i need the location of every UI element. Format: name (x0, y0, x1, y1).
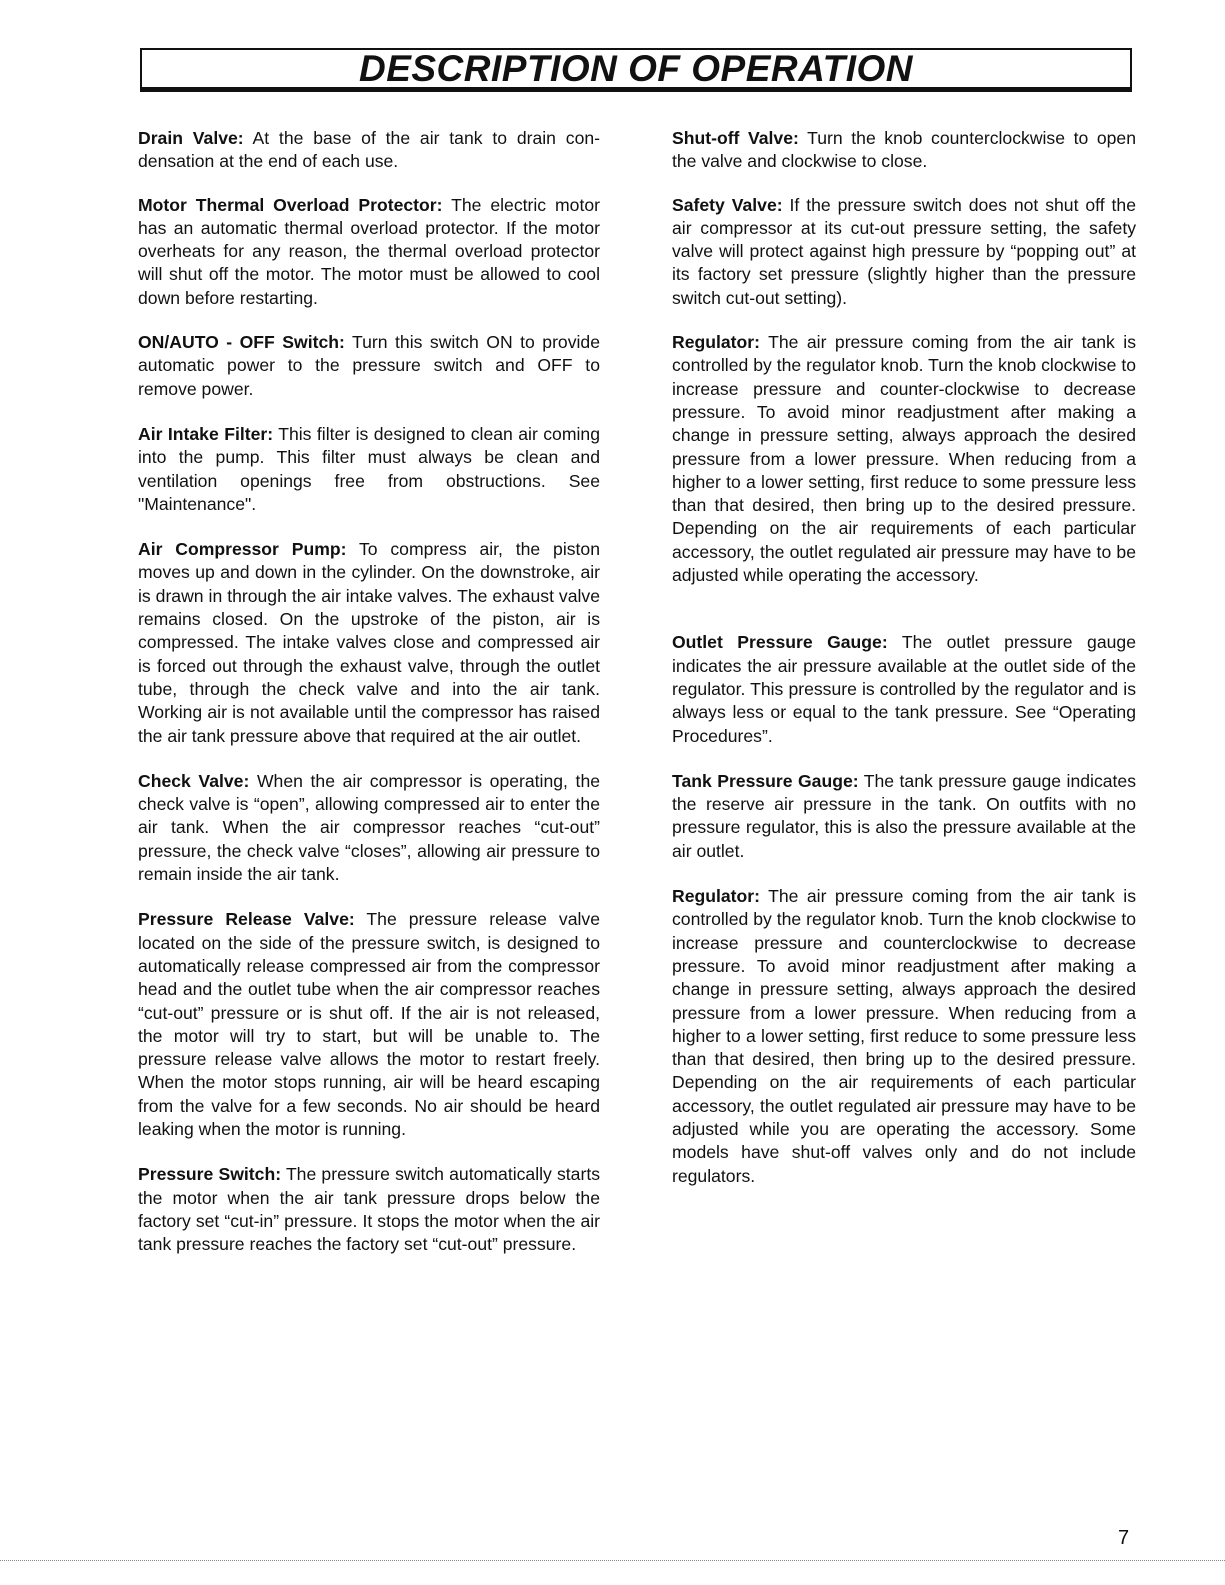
entry-term: Shut-off Valve: (672, 128, 799, 148)
entry-pressure-release-valve (138, 908, 600, 1141)
entry-regulator-2 (672, 885, 1136, 1188)
entry-term: Drain Valve: (138, 128, 244, 148)
entry-text: Turn this switch ON to provide automatic power to the pressure switch and OFF to remove power. (138, 332, 600, 399)
title-box (140, 48, 1132, 92)
entry-term: Motor Thermal Overload Protector: (138, 194, 443, 215)
entry-text: Turn the knob counterclockwise to open the valve and clockwise to close. (672, 128, 1136, 172)
entry-text: The pressure switch automatically starts the motor when the air tank pressure drops below the factory set “cut-in” pressure. It stops the motor when the air tank pressure reaches the factory set “cut-out” pressure. (138, 1164, 601, 1255)
entry-text: When the air compressor is operating, the check valve is “open”, allowing compressed air to enter the air tank. When the air compressor reaches “cut-out” pressure, the check valve “closes”, allowing air pressure to remain inside the air tank. (138, 770, 601, 885)
entry-tank-pressure-gauge (672, 770, 1136, 863)
entry-term: Regulator: (672, 332, 760, 353)
entry-text: The pressure release valve located on the side of the pressure switch, is designed to automatically release compressed air from the compressor head and the outlet tube when the air compressor reaches “cut-out” pressure or is shut off. If the air is not released, the motor will try to start, but will be unable to. The pressure release valve allows the motor to restart freely. When the motor stops running, air will be heard escaping from the valve for a few seconds. No air should be heard leaking when the motor is running. (138, 909, 600, 1139)
entry-regulator-1 (672, 331, 1136, 587)
page-title: DESCRIPTION OF OPERATION (358, 48, 913, 89)
entry-motor-thermal-overload-protector (138, 194, 600, 310)
entry-check-valve (138, 770, 600, 886)
entry-air-compressor-pump (138, 538, 600, 748)
entry-text: The tank pressure gauge indicates the reserve air pressure in the tank. On outfits with no pressure regulator, this is also the pressure available at the air outlet. (672, 770, 1136, 861)
right-column (672, 127, 1136, 1188)
entry-term: Safety Valve: (672, 194, 783, 215)
entry-term: Air Compressor Pump: (138, 539, 347, 560)
entry-term: Regulator: (672, 886, 760, 907)
entry-text: If the pressure switch does not shut off the air compressor at its cut-out pressure setting, the safety valve will protect against high pressure by “popping out” at its factory set pressure (slightly higher than the pressure switch cut-out setting). (672, 194, 1136, 308)
entry-term: ON/AUTO - OFF Switch: (138, 332, 345, 353)
entry-text: The outlet pressure gauge indicates the air pressure available at the outlet side of the regulator. This pressure is controlled by the regulator and is always less or equal to the tank pressure. See “Operating Procedures”. (672, 632, 1136, 746)
entry-term: Pressure Release Valve: (138, 909, 355, 930)
entry-shut-off-valve (672, 127, 1136, 174)
entry-text: The air pressure coming from the air tank is controlled by the regulator knob. Turn the knob clockwise to increase pressure and counterclockwise to decrease pressure. To avoid minor readjustment after making a change in pressure setting, always approach the desired pressure from a lower pressure. When reducing from a higher to a lower setting, first reduce to some pressure less than that desired, then bring up to the desired pressure. Depending on the air requirements of each particular accessory, the outlet regulated air pressure may have to be adjusted while you are operating the accessory. Some models have shut-off valves only and do not include regulators. (672, 886, 1136, 1186)
entry-term: Tank Pressure Gauge: (672, 770, 859, 791)
entry-term: Check Valve: (138, 770, 250, 791)
entry-term: Outlet Pressure Gauge: (672, 632, 888, 653)
entry-outlet-pressure-gauge (672, 631, 1136, 747)
entry-on-auto-off-switch (138, 331, 600, 401)
entry-text: The air pressure coming from the air tank is controlled by the regulator knob. Turn the knob clockwise to increase pressure and counter-clockwise to decrease pressure. To avoid minor readjustment after making a change in pressure setting, always approach the desired pressure from a lower pressure. When reducing from a higher to a lower setting, first reduce to some pressure less than that desired, then bring up to the desired pressure. Depending on the air requirements of each particular accessory, the outlet regulated air pressure may have to be adjusted while operating the accessory. (672, 332, 1136, 586)
entry-text: The electric motor has an automatic thermal overload protector. If the motor overheats for any reason, the thermal overload protector will shut off the motor. The motor must be allowed to cool down before restarting. (138, 194, 600, 308)
left-column (138, 127, 600, 1256)
entry-text: This filter is designed to clean air coming into the pump. This filter must always be clean and ventilation openings free from obstructions. See "Maintenance". (138, 423, 600, 514)
entry-drain-valve (138, 127, 600, 174)
entry-air-intake-filter (138, 423, 600, 516)
entry-text: At the base of the air tank to drain condensation at the end of each use. (138, 128, 600, 172)
entry-pressure-switch (138, 1163, 600, 1256)
page-number: 7 (1118, 1527, 1130, 1549)
entry-safety-valve (672, 194, 1136, 310)
entry-text: To compress air, the piston moves up and down in the cylinder. On the downstroke, air is drawn in through the air intake valves. The exhaust valve remains closed. On the upstroke of the piston, air is compressed. The intake valves close and compressed air is forced out through the exhaust valve, through the outlet tube, through the check valve and into the air tank. Working air is not available until the compressor has raised the air tank pressure above that required at the air outlet. (138, 539, 600, 746)
entry-term: Air Intake Filter: (138, 423, 274, 444)
entry-term: Pressure Switch: (138, 1164, 282, 1185)
bottom-dotted-line (0, 1560, 1225, 1561)
